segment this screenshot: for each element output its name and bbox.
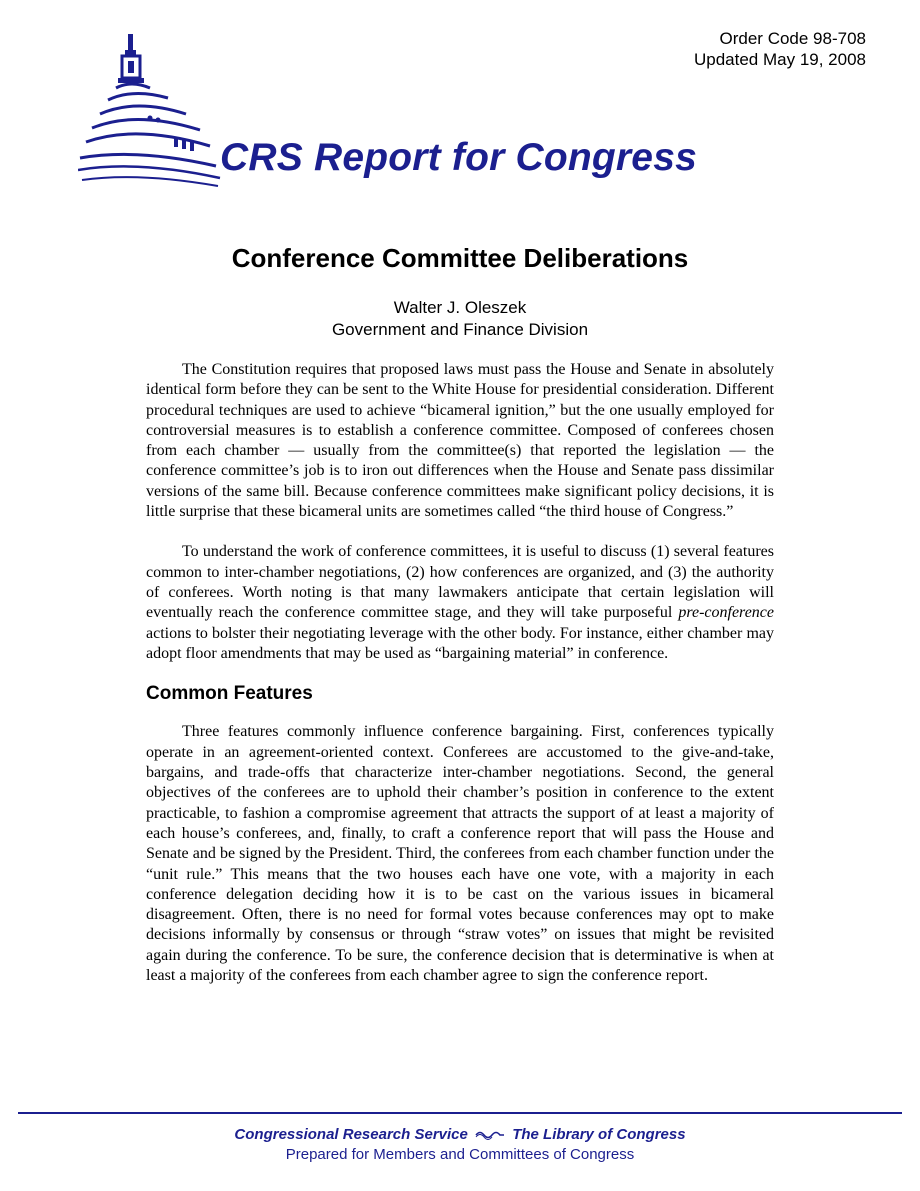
order-code: Order Code 98-708 <box>719 29 866 48</box>
paragraph-overview-text-2: actions to bolster their negotiating leverage with the other body. For instance, either chamber may adopt floor amendments that may be used as “bargaining material” in conference. <box>146 624 774 662</box>
footer-prepared: Prepared for Members and Committees of Congress <box>285 1146 635 1163</box>
author-name: Walter J. Oleszek <box>393 298 527 317</box>
division-name: Government and Finance Division <box>331 320 589 339</box>
ornament-icon <box>475 1130 505 1140</box>
report-body <box>146 360 774 1006</box>
paragraph-overview <box>146 542 774 664</box>
paragraph-overview-text-1: To understand the work of conference committees, it is useful to discuss (1) several features common to inter-chamber negotiations, (2) how conferences are organized, and (3) the authority of conferees. Worth noting is that many lawmakers anticipate that certain legislation will eventually reach the conference committee stage, and they will take purposeful <box>146 543 774 622</box>
paragraph-common-features: Three features commonly influence conference bargaining. First, conferences typically operate in an agreement-oriented context. Conferees are accustomed to the give-and-take, bargains, and trade-offs that characterize inter-chamber negotiations. Second, the general objectives of the conferees are to uphold their chamber’s position in conference to the extent practicable, to fashion a compromise agreement that attracts the support of at least a majority of each house’s conferees, and, finally, to craft a conference report that will pass the House and Senate and be signed by the President. Third, the conferees from each chamber function under the “unit rule.” This means that the two houses each have one vote, with a majority in each conference delegation deciding how it is to be cast on the various issues in bicameral disagreement. Often, there is no need for formal votes because conferences may opt to make decisions informally by consensus or through “straw votes” on issues that might be revisited again during the conference. To be sure, the conference decision that is determinative is when at least a majority of the conferees from each chamber agree to sign the conference report. <box>146 723 774 985</box>
capitol-dome-logo <box>78 30 223 190</box>
section-heading-common-features: Common Features <box>146 683 313 705</box>
order-info <box>694 28 866 70</box>
crs-report-brand: CRS Report for Congress <box>220 136 697 179</box>
document-title: Conference Committee Deliberations <box>231 243 689 273</box>
footer <box>0 1125 920 1165</box>
footer-divider <box>18 1112 902 1114</box>
author-block <box>0 297 920 341</box>
updated-date: Updated May 19, 2008 <box>693 50 866 69</box>
footer-crs: Congressional Research Service <box>234 1126 468 1143</box>
footer-loc: The Library of Congress <box>512 1126 686 1143</box>
pre-conference-emphasis: pre-conference <box>678 604 774 622</box>
footer-line-1 <box>0 1125 920 1145</box>
paragraph-intro: The Constitution requires that proposed laws must pass the House and Senate in absolutely identical form before they can be sent to the White House for presidential consideration. Different procedural techniques are used to achieve “bicameral ignition,” but the one usually employed for controversial measures is to establish a conference committee. Composed of conferees chosen from each chamber — usually from the committee(s) that reported the legislation — the conference committee’s job is to iron out differences when the House and Senate pass dissimilar versions of the same bill. Because conference committees make significant policy decisions, it is little surprise that these bicameral units are sometimes called “the third house of Congress.” <box>146 361 774 521</box>
